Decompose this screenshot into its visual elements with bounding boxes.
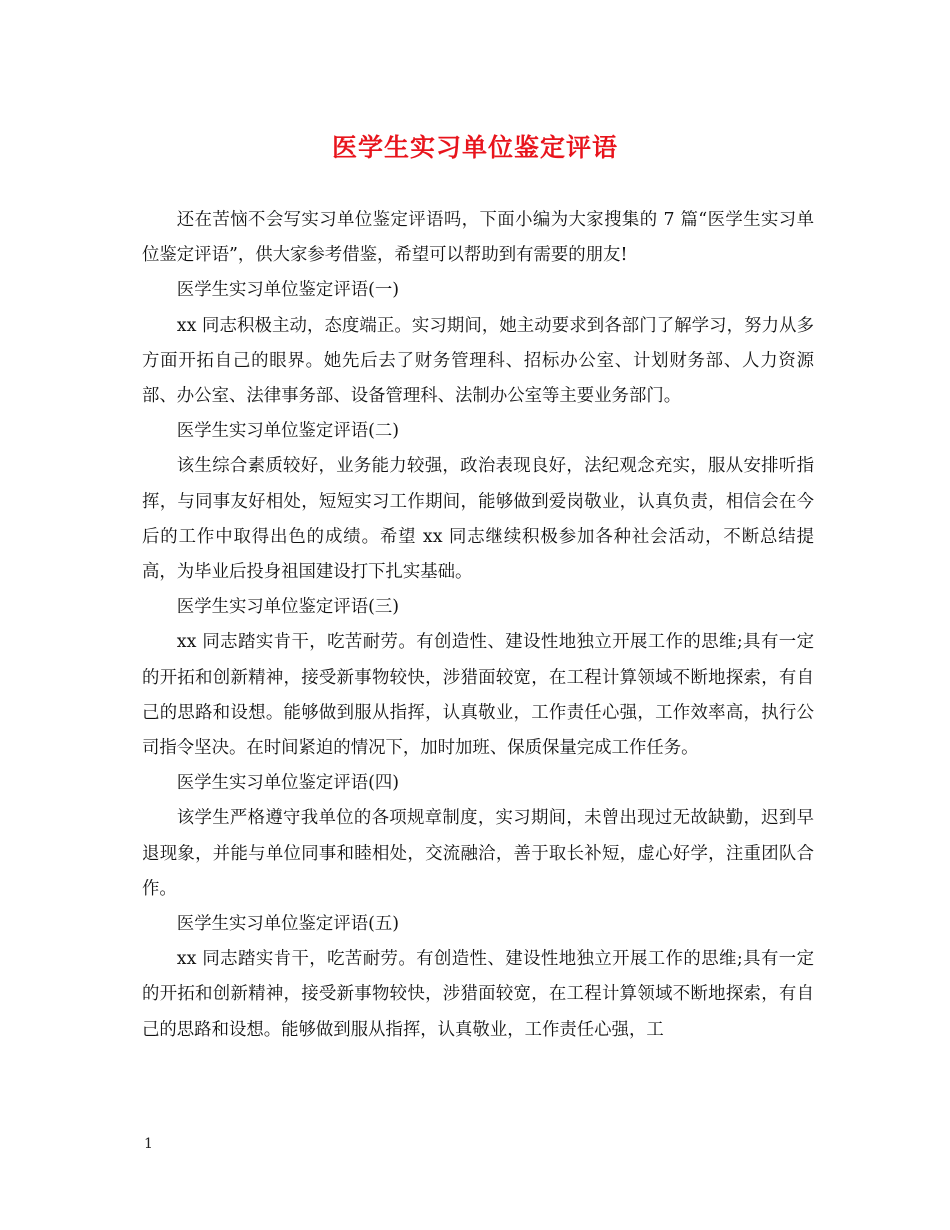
section-text-4: 该学生严格遵守我单位的各项规章制度，实习期间，未曾出现过无故缺勤，迟到早退现象，并能与单位同事和睦相处，交流融洽，善于取长补短，虚心好学，注重团队合作。 [142, 808, 814, 899]
section-text-1: xx 同志积极主动，态度端正。实习期间，她主动要求到各部门了解学习，努力从多方面开拓自己的眼界。她先后去了财务管理科、招标办公室、计划财务部、人力资源部、办公室、法律事务部、设备管理科、法制办公室等主要业务部门。 [142, 315, 814, 407]
document-body [142, 203, 814, 1048]
document-title: 医学生实习单位鉴定评语 [331, 133, 618, 162]
section-heading-3: 医学生实习单位鉴定评语(三) [176, 597, 400, 618]
section-heading-4: 医学生实习单位鉴定评语(四) [176, 773, 400, 794]
section-heading-5: 医学生实习单位鉴定评语(五) [176, 914, 400, 935]
section-text-3: xx 同志踏实肯干，吃苦耐劳。有创造性、建设性地独立开展工作的思维;具有一定的开拓和创新精神，接受新事物较快，涉猎面较宽，在工程计算领域不断地探索，有自己的思路和设想。能够做到服从指挥，认真敬业，工作责任心强，工作效率高，执行公司指令坚决。在时间紧迫的情况下，加时加班、保质保量完成工作任务。 [142, 632, 814, 759]
section-text-2: 该生综合素质较好，业务能力较强，政治表现良好，法纪观念充实，服从安排听指挥，与同事友好相处，短短实习工作期间，能够做到爱岗敬业，认真负责，相信会在今后的工作中取得出色的成绩。希望 xx 同志继续积极参加各种社会活动，不断总结提高，为毕业后投身祖国建设打下扎实基础。 [142, 456, 814, 583]
intro-paragraph: 还在苦恼不会写实习单位鉴定评语吗，下面小编为大家搜集的 7 篇“医学生实习单位鉴定评语”，供大家参考借鉴，希望可以帮助到有需要的朋友! [142, 210, 814, 266]
section-heading-2: 医学生实习单位鉴定评语(二) [176, 421, 400, 442]
section-text-5: xx 同志踏实肯干，吃苦耐劳。有创造性、建设性地独立开展工作的思维;具有一定的开拓和创新精神，接受新事物较快，涉猎面较宽，在工程计算领域不断地探索，有自己的思路和设想。能够做到服从指挥，认真敬业，工作责任心强，工 [142, 949, 814, 1040]
page-number: 1 [144, 1136, 153, 1152]
section-heading-1: 医学生实习单位鉴定评语(一) [176, 280, 400, 301]
